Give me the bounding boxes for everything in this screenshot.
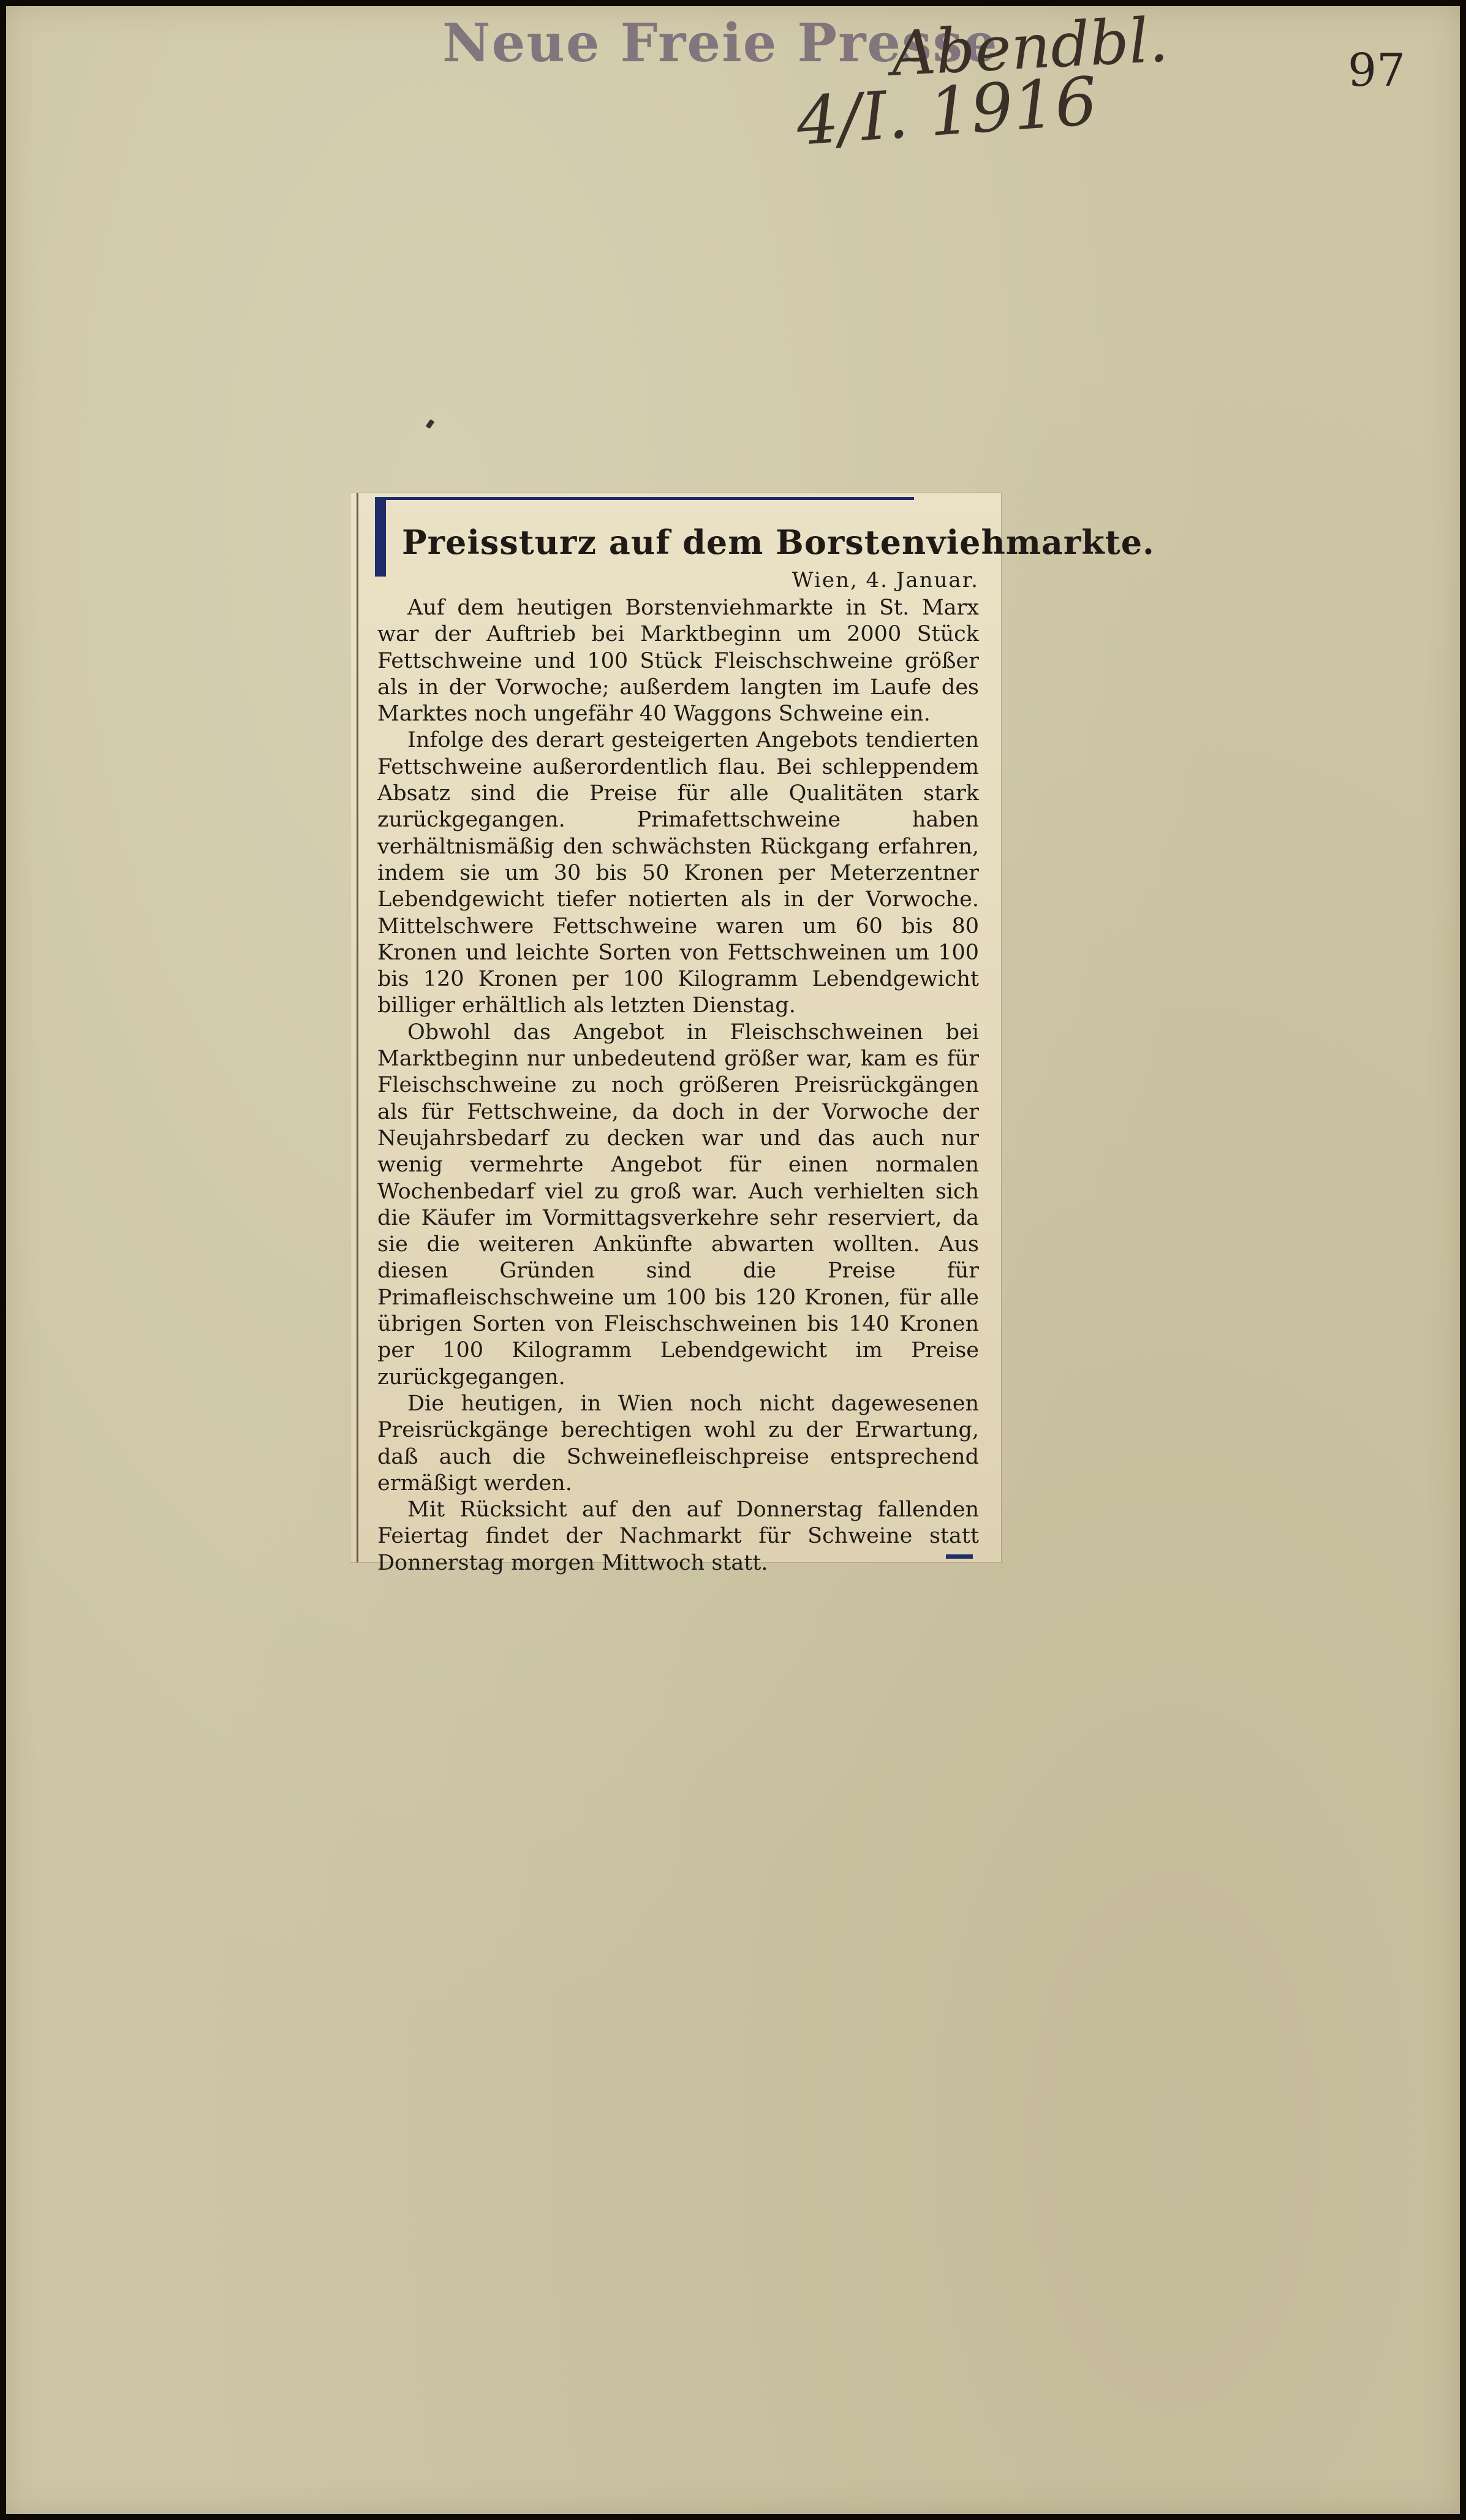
article-paragraph-3: Obwohl das Angebot in Fleischschweinen bei Marktbeginn nur unbedeutend größer war, kam es für Fleischschweine zu noch größeren Preisrückgängen als für Fettschweine, da doch in der Vorwoche der Neujahrsbedarf zu decken war und das auch nur wenig vermehrte Angebot für einen normalen Wochenbedarf viel zu groß war. Auch verhielten sich die Käufer im Vormittagsverkehre sehr reserviert, da sie die weiteren Ankünfte abwarten wollten. Aus diesen Gründen sind die Preise für Primafleischschweine um 100 bis 120 Kronen, für alle übrigen Sorten von Fleischschweinen bis 140 Kronen per 100 Kilogramm Lebendgewicht im Preise zurückgegangen. xyxy=(377,1020,979,1390)
clipping-end-mark xyxy=(946,1554,973,1559)
page-number: 97 xyxy=(1348,44,1406,97)
newspaper-name-stamp: Neue Freie Presse xyxy=(442,12,999,74)
article-headline: Preissturz auf dem Borstenviehmarkte. xyxy=(402,523,1155,562)
newspaper-clipping xyxy=(350,493,1155,1575)
article-paragraph-4: Die heutigen, in Wien noch nicht dagewesenen Preisrückgänge berechtigen wohl zu der Erwartung, daß auch die Schweinefleischpreise entsprechend ermäßigt werden. xyxy=(377,1391,979,1496)
handwritten-edition-note: Abendbl. xyxy=(890,4,1170,90)
article-paragraph-1: Auf dem heutigen Borstenviehmarkte in St. Marx war der Auftrieb bei Marktbeginn um 2000 Stück Fettschweine und 100 Stück Fleischschweine größer als in der Vorwoche; außerdem langten im Laufe des Marktes noch ungefähr 40 Waggons Schweine ein. xyxy=(377,596,979,727)
handwritten-date-note: 4/I. 1916 xyxy=(794,63,1100,161)
article-dateline: Wien, 4. Januar. xyxy=(792,568,979,592)
paper-speck xyxy=(426,419,435,429)
article-paragraph-2: Infolge des derart gesteigerten Angebots tendierten Fettschweine außerordentlich flau. Bei schleppendem Absatz sind die Preise für alle Qualitäten stark zurückgegangen. Primafettschweine haben verhältnismäßig den schwächsten Rückgang erfahren, indem sie um 30 bis 50 Kronen per Meterzentner Lebendgewicht tiefer notierten als in der Vorwoche. Mittelschwere Fettschweine waren um 60 bis 80 Kronen und leichte Sorten von Fettschweinen um 100 bis 120 Kronen per 100 Kilogramm Lebendgewicht billiger erhältlich als letzten Dienstag. xyxy=(377,728,979,1018)
clipping-top-rule xyxy=(375,497,914,500)
clipping-left-rule xyxy=(357,493,358,1562)
article-paragraph-5: Mit Rücksicht auf den auf Donnerstag fallenden Feiertag findet der Nachmarkt für Schweine statt Donnerstag morgen Mittwoch statt. xyxy=(377,1497,979,1575)
clipping-corner-mark xyxy=(375,497,386,577)
